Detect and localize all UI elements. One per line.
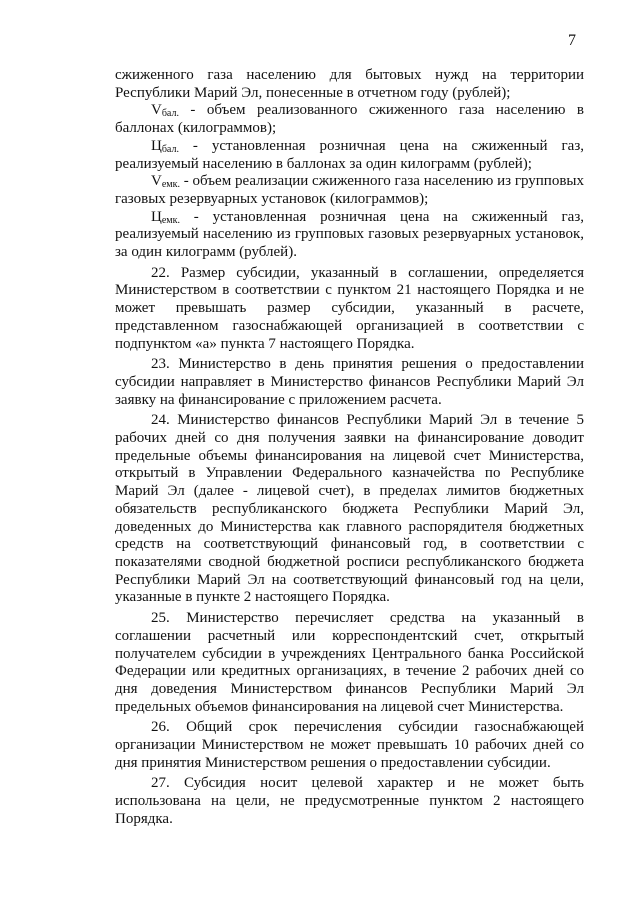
paragraph-continuation — [115, 67, 584, 102]
page-number: 7 — [568, 32, 576, 49]
formula-subscript: бал. — [161, 143, 179, 155]
clause-25: 25. Министерство перечисляет средства на указанный в соглашении расчетный или корреспондентский счет, открытый получателем субсидии в учреждениях Центрального банка Российской Федерации или кредитных организациях, в течение 2 рабочих дней со дня доведения Министерством финансов Республики Марий Эл предельных объемов финансирования на лицевой счет Министерства. — [115, 610, 584, 715]
formula-subscript: емк. — [161, 179, 180, 191]
formula-subscript: бал. — [161, 108, 179, 120]
definition-c-emk — [115, 209, 584, 262]
formula-symbol: V — [151, 173, 162, 190]
clause-22: 22. Размер субсидии, указанный в соглашении, определяется Министерством в соответствии с пунктом 21 настоящего Порядка и не может превышать размер субсидии, указанный в расчете, представленном газоснабжающей организацией в соответствии с подпунктом «а» пункта 7 настоящего Порядка. — [115, 264, 584, 352]
definition-v-emk — [115, 173, 584, 208]
document-body — [115, 67, 584, 829]
formula-subscript: емк. — [161, 214, 180, 226]
clause-27: 27. Субсидия носит целевой характер и не может быть использована на цели, не предусмотренные пунктом 2 настоящего Порядка. — [115, 775, 584, 827]
formula-symbol: Ц — [151, 208, 162, 225]
paragraph-text: сжиженного газа населению для бытовых нужд на территории Республики Марий Эл, понесенные в отчетном году (рублей); — [115, 67, 584, 101]
definition-text: - установленная розничная цена на сжиженный газ, реализуемый населению в баллонах за один килограмм (рублей); — [115, 137, 584, 172]
clause-26: 26. Общий срок перечисления субсидии газоснабжающей организации Министерством не может превышать 10 рабочих дней со дня принятия Министерством решения о предоставлении субсидии. — [115, 719, 584, 771]
formula-symbol: V — [151, 102, 162, 119]
clause-23: 23. Министерство в день принятия решения о предоставлении субсидии направляет в Министерство финансов Республики Марий Эл заявку на финансирование с приложением расчета. — [115, 356, 584, 408]
definition-v-bal — [115, 102, 584, 137]
clause-24: 24. Министерство финансов Республики Марий Эл в течение 5 рабочих дней со дня получения заявки на финансирование доводит предельные объемы финансирования на лицевой счет Министерства, открытый в Управлении Федерального казначейства по Республике Марий Эл (далее - лицевой счет), в пределах лимитов бюджетных обязательств республиканского бюджета Республики Марий Эл, доведенных до Министерства как главного распорядителя бюджетных средств на соответствующий финансовый год, в соответствии с показателями сводной бюджетной росписи республиканского бюджета Республики Марий Эл на соответствующий финансовый год на цели, указанные в пункте 2 настоящего Порядка. — [115, 412, 584, 606]
formula-symbol: Ц — [151, 137, 162, 154]
definition-text: - объем реализованного сжиженного газа населению в баллонах (килограммов); — [115, 102, 584, 137]
definition-c-bal — [115, 138, 584, 173]
definition-text: - объем реализации сжиженного газа населению из групповых газовых резервуарных установок (килограммов); — [115, 173, 584, 207]
definition-text: - установленная розничная цена на сжиженный газ, реализуемый населению из групповых газовых резервуарных установок, за один килограмм (рублей). — [115, 208, 584, 261]
